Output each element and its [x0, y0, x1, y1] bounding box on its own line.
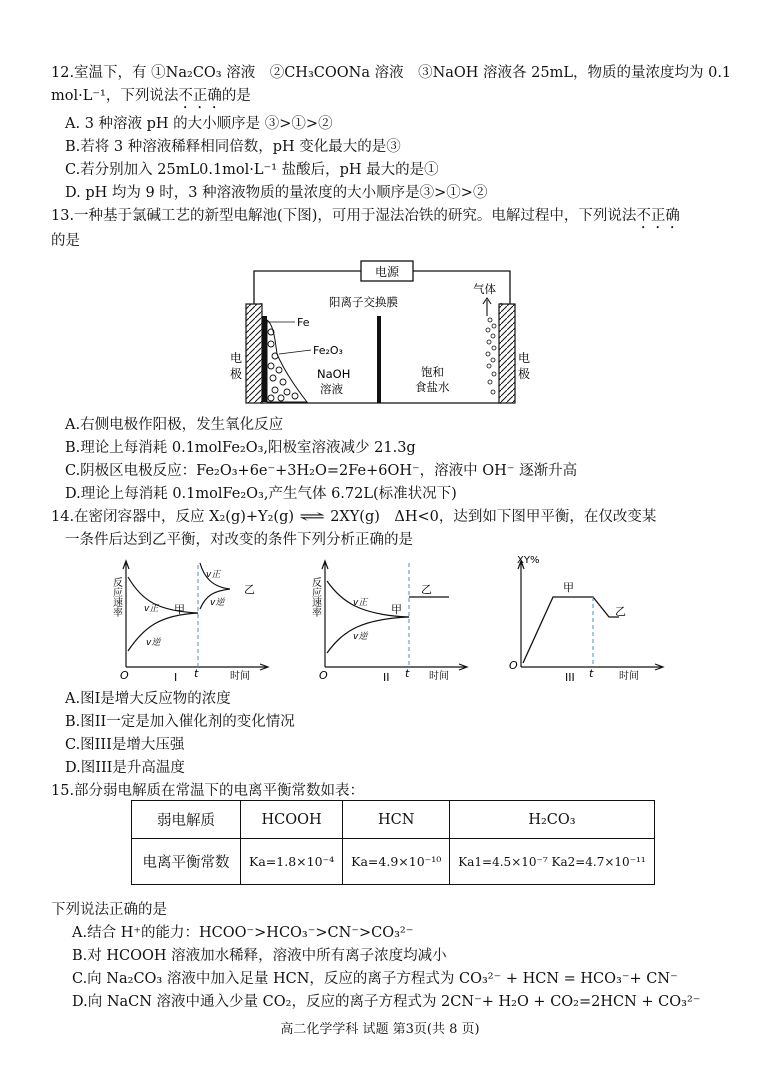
- table-cell: 电离平衡常数: [132, 839, 241, 885]
- q14-option-a: A.图I是增大反应物的浓度: [65, 691, 231, 707]
- table-header-cell: 弱电解质: [132, 801, 241, 839]
- naoh-label-1: NaOH: [317, 367, 351, 381]
- origin-label: O: [319, 669, 328, 682]
- left-electrode: [246, 304, 262, 403]
- y-axis-label: 反应速率: [309, 577, 321, 617]
- yi-label: 乙: [244, 583, 255, 596]
- graph-ii: [307, 555, 477, 685]
- q13-option-d: D.理论上每消耗 0.1molFe₂O₃,产生气体 6.72L(标准状况下): [65, 486, 457, 502]
- q14-stem-post: 2XY(g) ΔH<0，达到如下图甲平衡，在仅改变某: [330, 509, 657, 525]
- origin-label: O: [120, 669, 129, 682]
- table-row: [132, 801, 655, 839]
- q14-option-c: C.图III是增大压强: [65, 737, 185, 753]
- right-electrode-label-1: 电: [518, 351, 531, 365]
- electrolysis-cell-diagram: [225, 258, 535, 408]
- x-axis: [325, 664, 467, 670]
- q15-option-d: D.向 NaCN 溶液中通入少量 CO₂，反应的离子方程式为 2CN⁻+ H₂O + CO₂=2HCN + CO₃²⁻: [72, 994, 701, 1010]
- v-fwd-curve: [128, 577, 198, 613]
- graph-number: II: [383, 671, 390, 684]
- x-axis-label: 时间: [230, 671, 250, 682]
- q14-option-b: B.图II一定是加入催化剂的变化情况: [65, 714, 295, 730]
- membrane-label: 阳离子交换膜: [329, 295, 398, 309]
- q12-option-d: D. pH 均为 9 时，3 种溶液物质的量浓度的大小顺序是③>①>②: [65, 185, 488, 201]
- equilibrium-arrow: ⇌: [298, 509, 326, 525]
- jia-label: 甲: [563, 581, 574, 594]
- q14-stem-pre: 14.在密闭容器中，反应 X₂(g)+Y₂(g): [51, 509, 295, 525]
- gas-arrow: [483, 298, 491, 316]
- left-electrode-label-1: 电: [230, 351, 243, 365]
- y-axis: [123, 561, 129, 667]
- q12-option-a: A. 3 种溶液 pH 的大小顺序是 ③>①>②: [65, 116, 333, 132]
- jia-label: 甲: [174, 603, 185, 616]
- t-label: t: [194, 667, 199, 680]
- brine-label-2: 食盐水: [415, 380, 450, 394]
- x-axis-label: 时间: [429, 671, 449, 682]
- table-header-cell: HCN: [343, 801, 450, 839]
- q12-stem-line2: [51, 86, 251, 112]
- table-cell: Ka=1.8×10⁻⁴: [241, 839, 343, 885]
- graph-number: III: [565, 671, 575, 684]
- fe2o3-label: Fe₂O₃: [313, 344, 343, 357]
- y-axis-label: 反应速率: [110, 577, 122, 617]
- q15-option-a: A.结合 H⁺的能力：HCOO⁻>HCO₃⁻>CN⁻>CO₃²⁻: [72, 925, 414, 941]
- q14-stem-line1: [51, 507, 656, 527]
- q12-stem-post: 的是: [221, 88, 251, 104]
- q13-stem-pre: 13.一种基于氯碱工艺的新型电解池(下图)，可用于湿法冶铁的研究。电解过程中，下列说法: [51, 208, 637, 224]
- q15-lead: 下列说法正确的是: [51, 902, 167, 918]
- y-axis: [322, 561, 328, 667]
- table-cell: Ka=4.9×10⁻¹⁰: [343, 839, 450, 885]
- graph-number: I: [174, 671, 178, 684]
- q13-option-a: A.右侧电极作阳极，发生氧化反应: [65, 417, 284, 433]
- q14-stem-line2: 一条件后达到乙平衡，对改变的条件下列分析正确的是: [65, 532, 413, 548]
- t-label: t: [589, 667, 594, 680]
- table-cell: Ka1=4.5×10⁻⁷ Ka2=4.7×10⁻¹¹: [450, 839, 654, 885]
- power-source-label: 电源: [374, 265, 400, 279]
- q15-stem: 15.部分弱电解质在常温下的电离平衡常数如表：: [51, 783, 365, 799]
- t-label: t: [405, 667, 410, 680]
- right-electrode: [499, 304, 515, 403]
- q13-emphasis: 不正确: [636, 208, 680, 224]
- gas-label: 气体: [473, 282, 496, 296]
- v-rev-label: v逆: [146, 638, 161, 648]
- ionization-constant-table: [131, 800, 655, 885]
- graph-iii: [503, 555, 673, 685]
- origin-label: O: [509, 659, 518, 672]
- fe-label: Fe: [297, 316, 310, 329]
- v-rev-curve: [327, 617, 409, 653]
- v-rev-label: v逆: [353, 632, 368, 642]
- table-header-cell: H₂CO₃: [450, 801, 654, 839]
- v-fwd-label-after: v正: [206, 570, 221, 580]
- right-electrode-label-2: 极: [518, 367, 531, 381]
- q14-option-d: D.图III是升高温度: [65, 760, 185, 776]
- q13-option-c: C.阴极区电极反应：Fe₂O₃+6e⁻+3H₂O=2Fe+6OH⁻，溶液中 OH⁻ 逐渐升高: [65, 463, 578, 479]
- naoh-label-2: 溶液: [320, 382, 343, 396]
- yi-label: 乙: [615, 605, 626, 618]
- yi-label: 乙: [421, 583, 432, 596]
- q12-emphasis: 不正确: [178, 88, 222, 104]
- left-electrode-label-2: 极: [230, 367, 243, 381]
- jia-label: 甲: [391, 603, 402, 616]
- v-rev-curve: [128, 613, 198, 651]
- v-fwd-label: v正: [353, 598, 368, 608]
- xy-percent-curve: [523, 597, 619, 663]
- brine-label-1: 饱和: [421, 365, 444, 379]
- v-fwd-label: v正: [144, 604, 159, 614]
- table-row: [132, 839, 655, 885]
- q12-stem-pre: mol·L⁻¹，下列说法: [51, 88, 179, 104]
- table-header-cell: HCOOH: [241, 801, 343, 839]
- q13-stem-line2: 的是: [51, 233, 80, 249]
- q12-stem-line1: 12.室温下，有 ①Na₂CO₃ 溶液 ②CH₃COONa 溶液 ③NaOH 溶液各 25mL，物质的量浓度均为 0.1: [51, 65, 732, 81]
- q15-option-b: B.对 HCOOH 溶液加水稀释，溶液中所有离子浓度均减小: [72, 948, 447, 964]
- q12-option-b: B.若将 3 种溶液稀释相同倍数，pH 变化最大的是③: [65, 139, 401, 155]
- q13-stem-line1: [51, 206, 680, 232]
- fe-layer: [262, 316, 267, 402]
- cation-exchange-membrane: [377, 316, 381, 403]
- y-axis: [518, 561, 524, 667]
- fe2o3-particles: [267, 320, 307, 402]
- page-footer: 高二化学学科 试题 第3页(共 8 页): [280, 1022, 480, 1037]
- v-rev-label-after: v逆: [210, 598, 225, 608]
- q15-option-c: C.向 Na₂CO₃ 溶液中加入足量 HCN，反应的离子方程式为 CO₃²⁻ + HCN = HCO₃⁻+ CN⁻: [72, 971, 678, 987]
- x-axis-label: 时间: [619, 671, 639, 682]
- q12-option-c: C.若分别加入 25mL0.1mol·L⁻¹ 盐酸后，pH 最大的是①: [65, 162, 439, 178]
- graph-i: [108, 555, 278, 685]
- q13-option-b: B.理论上每消耗 0.1molFe₂O₃,阳极室溶液减少 21.3g: [65, 440, 416, 456]
- y-axis-label: XY%: [517, 555, 540, 566]
